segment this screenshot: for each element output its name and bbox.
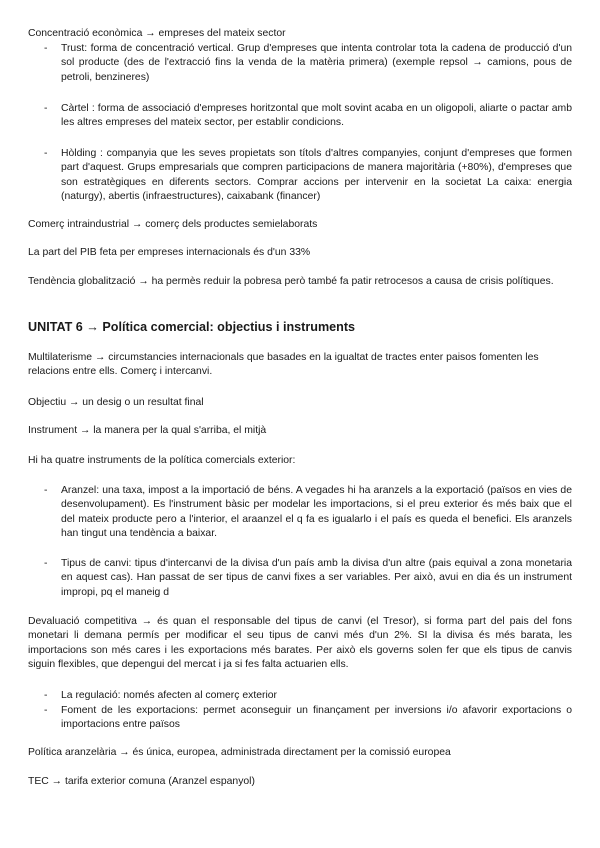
bullet-dash: - [44,558,48,569]
unit-title: UNITAT 6 → Política comercial: objectius i instruments [28,320,356,334]
paragraph-devaluacio: Devaluació competitiva → és quan el responsable del tipus de canvi (el Tresor), si forma part del pais del fons monetari li demana permís per modificar el seu tipus de canvi més d'un 2%. SI la divisa és més barata, les importacions son més cares i les exportacions més barates. Per això els governs solen fer que els tipus de canvis siguin flexibles, que depengui del mercat i ja si fes falta actuarien ells. [28,616,572,671]
list-item-cartel [44,102,572,131]
list-item-text: Trust: forma de concentració vertical. Grup d'empreses que intenta controlar tota la cadena de producció d'un sol producte (des de l'extracció fins la venda de la matèria primera) (exemple repsol → camions, pous de petroli, benzineres) [61,43,572,83]
bullet-dash: - [44,705,48,716]
bullet-dash: - [44,485,48,496]
list-item-text: Aranzel: una taxa, impost a la importació de béns. A vegades hi ha aranzels a la exportació (països en vies de desenvolupament). Es l'instrument bàsic per modelar les importacions, si el preu exterior és més baix que el del mateix producte pero a l'interior, el araanzel el q fa es igualarlo i el país es queda el benefici. Els aranzels han tingut una tendència a baixar. [61,485,572,540]
bullet-dash: - [44,103,48,114]
list-item-tipus-canvi [44,557,572,600]
list-item-text: Càrtel : forma de associació d'empreses horitzontal que molt sovint acaba en un oligopoli, aliarte o pactar amb les altres empreses del mateix sector, per establir condicions. [61,103,572,129]
paragraph-multilateralisme: Multilaterisme → circumstancies internacionals que basades en la igualtat de tractes enter paisos fomenten les relacions entre ells. Comerç i intercanvi. [28,352,539,378]
list-item-trust [44,42,572,85]
bullet-dash: - [44,148,48,159]
paragraph-objectiu: Objectiu → un desig o un resultat final [28,397,204,408]
list-item-text: Tipus de canvi: tipus d'intercanvi de la divisa d'un país amb la divisa d'un altre (pais equival a zona monetaria en aquest cas). Han passat de ser tipus de canvi fixes a ser variables. Per això, avui en dia és un instrument impropi, pq el maneig d [61,558,572,598]
list-item-text: La regulació: només afecten al comerç exterior [61,690,278,701]
list-item-text: Hòlding : companyia que les seves propietats son títols d'altres companyies, conjunt d'empreses que formen part d'aquest. Grups empresarials que compren participacions de manera majoritària (+80%), d'empreses que son estratègiques en diferents sectors. Comprar accions per intervenir en la societat La caixa: energia (naturgy), abertis (infraestructures), caixabank (financer) [61,148,572,203]
intro-line: Concentració econòmica → empreses del mateix sector [28,28,286,39]
list-item-aranzel [44,484,572,542]
paragraph-instrument: Instrument → la manera per la qual s'arriba, el mitjà [28,425,267,436]
list-item-foment [44,704,572,733]
bullet-dash: - [44,690,48,701]
paragraph-politica-aranzelaria: Política aranzelària → és única, europea, administrada directament per la comissió europea [28,747,451,758]
paragraph-tendencia: Tendència globalització → ha permès reduir la pobresa però també fa patir retrocesos a causa de crisis polítiques. [28,276,554,287]
paragraph-quatre: Hi ha quatre instruments de la política comercials exterior: [28,455,296,466]
paragraph-tec: TEC → tarifa exterior comuna (Aranzel espanyol) [28,776,255,787]
list-item-holding [44,147,572,205]
list-item-text: Foment de les exportacions: permet aconseguir un finançament per inversions i/o afavorir exportacions o importacions entre països [61,705,572,731]
paragraph-pib: La part del PIB feta per empreses internacionals és d'un 33% [28,247,311,258]
bullet-dash: - [44,43,48,54]
paragraph-comerc: Comerç intraindustrial → comerç dels productes semielaborats [28,219,318,230]
list-item-regulacio [44,689,572,703]
